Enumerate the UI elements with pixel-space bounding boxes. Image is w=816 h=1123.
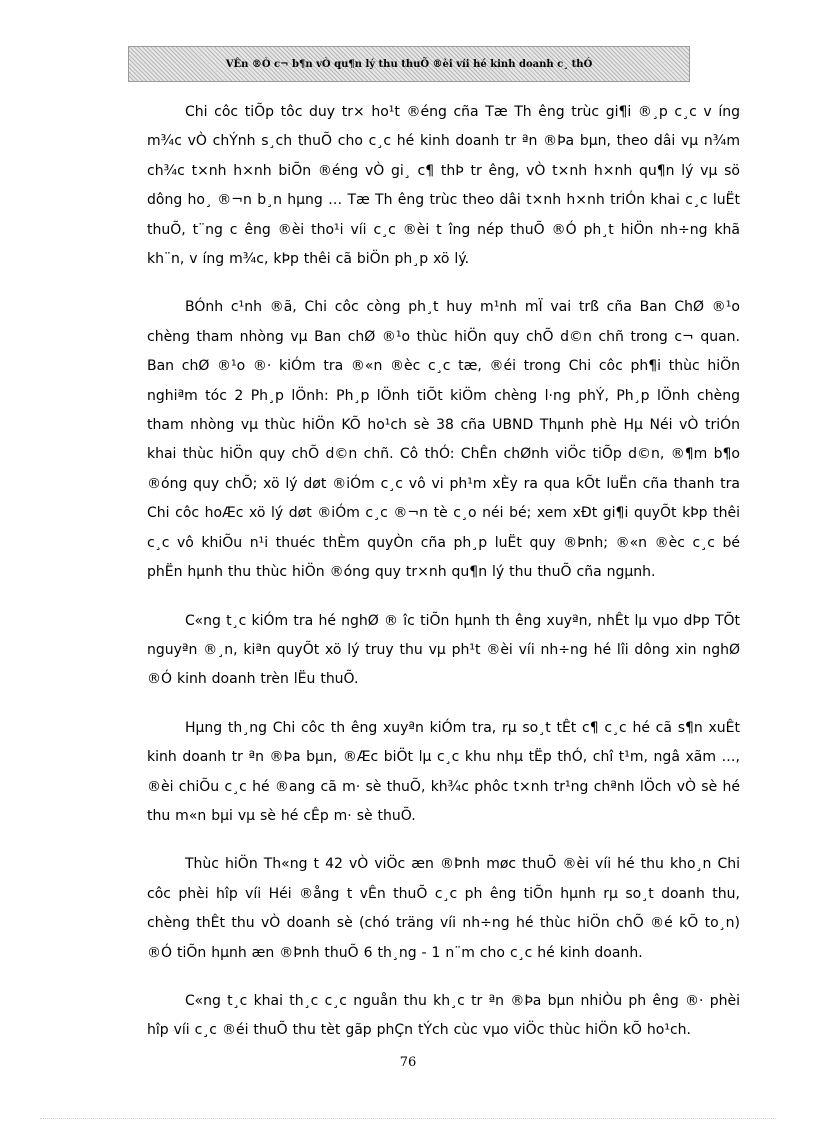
paragraph-6: C«ng t¸c khai th¸c c¸c nguån thu kh¸c tr ªn ®Þa bµn nhiÒu ph êng ®· phèi hîp víi c¸c ®éi thuÕ thu tèt gãp phÇn tÝch cùc vµo viÖc thùc hiÖn kÕ ho¹ch. — [147, 992, 740, 1039]
paragraph-2: BÓnh c¹nh ®ã, Chi côc còng ph¸t huy m¹nh mÏ vai trß cña Ban ChØ ®¹o chèng tham nhòng vµ Ban chØ ®¹o thùc hiÖn quy chÕ d©n chñ trong c¬ quan. Ban chØ ®¹o ®· kiÓm tra ®«n ®èc c¸c tæ, ®éi trong Chi côc ph¶i thùc hiÖn nghiªm tóc 2 Ph¸p lÖnh: Ph¸p lÖnh tiÕt kiÖm chèng l·ng phÝ, Ph¸p lÖnh chèng tham nhòng vµ thùc hiÖn KÕ ho¹ch sè 38 cña UBND Thµnh phè Hµ Néi vÒ triÓn khai thùc hiÖn quy chÕ d©n chñ. Cô thÓ: ChÊn chØnh viÖc tiÕp d©n, ®¶m b¶o ®óng quy chÕ; xö lý døt ®iÓm c¸c vô vi ph¹m xÈy ra qua kÕt luËn cña thanh tra Chi côc hoÆc xö lý døt ®iÓm c¸c ®¬n tè c¸o néi bé; xem xÐt gi¶i quyÕt kÞp thêi c¸c vô khiÕu n¹i thuéc thÈm quyÒn cña ph¸p luËt quy ®Þnh; ®«n ®èc c¸c bé phËn hµnh thu thùc hiÖn ®óng quy tr×nh qu¶n lý thu thuÕ cña ngµnh. — [147, 299, 740, 581]
paragraph-5: Thùc hiÖn Th«ng t 42 vÒ viÖc æn ®Þnh møc thuÕ ®èi víi hé thu kho¸n Chi côc phèi hîp víi Héi ®ång t vÊn thuÕ c¸c ph êng tiÕn hµnh rµ so¸t doanh thu, chèng thÊt thu vÒ doanh sè (chó träng víi nh÷ng hé thùc hiÖn chÕ ®é kÕ to¸n) ®Ó tiÕn hµnh æn ®Þnh thuÕ 6 th¸ng - 1 n¨m cho c¸c hé kinh doanh. — [147, 856, 740, 961]
paragraph-1: Chi côc tiÕp tôc duy tr× ho¹t ®éng cña Tæ Th êng trùc gi¶i ®¸p c¸c v íng m¾c vÒ chÝnh s¸ch thuÕ cho c¸c hé kinh doanh tr ªn ®Þa bµn, theo dâi vµ n¾m ch¾c t×nh h×nh biÕn ®éng vÒ gi¸ c¶ thÞ tr êng, vÒ t×nh h×nh qu¶n lý vµ sö dông ho¸ ®¬n b¸n hµng … Tæ Th êng trùc theo dâi t×nh h×nh triÓn khai c¸c luËt thuÕ, t¨ng c êng ®èi tho¹i víi c¸c ®èi t îng nép thuÕ ®Ó ph¸t hiÖn nh÷ng khã kh¨n, v íng m¾c, kÞp thêi cã biÖn ph¸p xö lý. — [147, 104, 740, 268]
running-header — [128, 46, 690, 82]
paragraph-3: C«ng t¸c kiÓm tra hé nghØ ® îc tiÕn hµnh th êng xuyªn, nhÊt lµ vµo dÞp TÕt nguyªn ®¸n, kiªn quyÕt xö lý truy thu vµ ph¹t ®èi víi nh÷ng hé lîi dông xin nghØ ®Ó kinh doanh trèn lËu thuÕ. — [147, 612, 740, 688]
paragraph-4: Hµng th¸ng Chi côc th êng xuyªn kiÓm tra, rµ so¸t tÊt c¶ c¸c hé cã s¶n xuÊt kinh doanh tr ªn ®Þa bµn, ®Æc biÖt lµ c¸c khu nhµ tËp thÓ, chî t¹m, ngâ xãm …, ®èi chiÕu c¸c hé ®ang cã m· sè thuÕ, kh¾c phôc t×nh tr¹ng chªnh lÖch vÒ sè hé thu m«n bµi vµ sè hé cÊp m· sè thuÕ. — [147, 719, 740, 824]
body-text — [147, 98, 740, 1065]
page-bottom-rule — [40, 1118, 776, 1119]
header-title: VÊn ®Ò c¬ b¶n vÒ qu¶n lý thu thuÕ ®èi víi hé kinh doanh c¸ thÓ — [225, 58, 593, 70]
page-number: 76 — [399, 1055, 417, 1070]
